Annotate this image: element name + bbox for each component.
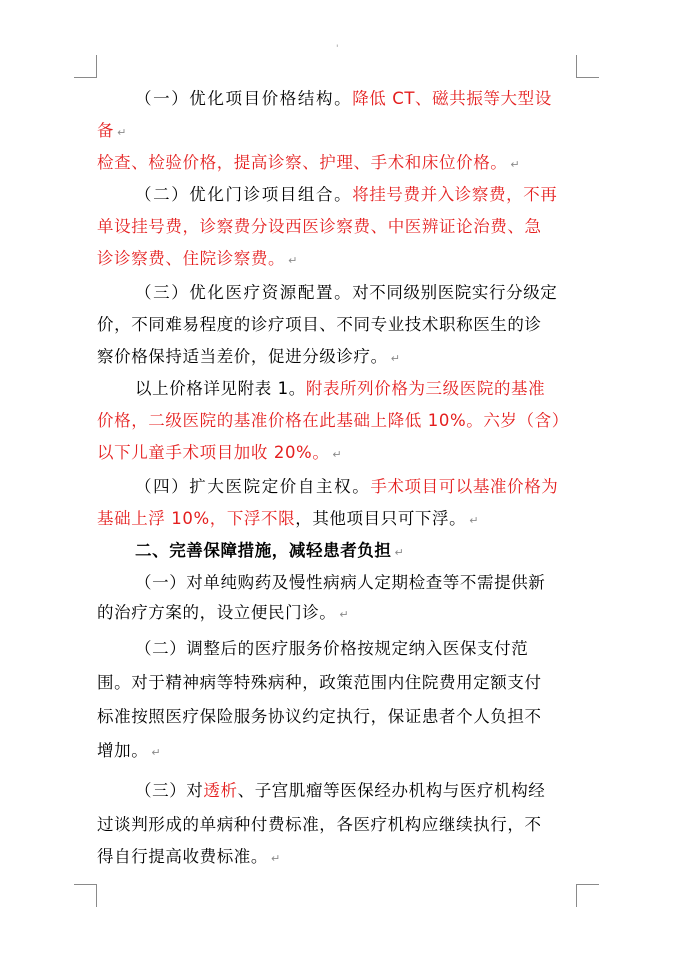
doc-line	[97, 346, 401, 370]
doc-line	[97, 314, 542, 336]
text-segment: ，其他项目只可下浮。	[295, 509, 467, 528]
doc-line	[97, 602, 349, 626]
doc-line	[97, 740, 161, 764]
doc-line	[135, 378, 545, 400]
text-segment: （一）优化项目价格结构。	[135, 89, 353, 108]
paragraph-mark-icon: ↵	[510, 158, 521, 171]
paragraph-mark-icon: ↵	[117, 126, 127, 139]
crop-mark-top-right	[576, 55, 599, 78]
text-segment: 价格，二级医院的基准价格在此基础上降低 10%。六岁（含）	[97, 411, 569, 430]
text-segment: 增加。	[97, 741, 149, 760]
doc-line	[97, 706, 542, 728]
text-segment: 备	[97, 121, 115, 140]
text-segment: （二）优化门诊项目组合。	[135, 185, 353, 204]
doc-line	[97, 120, 127, 144]
text-segment: （二）调整后的医疗服务价格按规定纳入医保支付范	[135, 639, 529, 658]
crop-mark-bottom-right	[576, 884, 599, 907]
text-segment: 诊诊察费、住院诊察费。	[97, 249, 286, 268]
text-segment: （三）优化医疗资源配置。	[135, 283, 353, 302]
doc-line	[135, 184, 557, 206]
text-segment: 二、完善保障措施，减轻患者负担	[135, 541, 392, 560]
paragraph-mark-icon: ↵	[288, 254, 298, 267]
text-segment: 基础上浮 10%，下浮不限	[97, 509, 296, 528]
doc-line	[135, 282, 557, 304]
doc-line	[135, 638, 528, 660]
doc-line	[97, 508, 479, 532]
paragraph-mark-icon: ↵	[339, 608, 350, 621]
text-segment: 、子宫肌瘤等医保经办机构与医疗机构经	[237, 781, 546, 800]
doc-line	[135, 88, 552, 110]
text-segment: 对不同级别医院实行分级定	[352, 283, 558, 302]
text-segment: 检查、检验价格，提高诊察、护理、手术和床位价格。	[97, 153, 508, 172]
doc-line	[135, 572, 545, 594]
doc-line	[97, 410, 569, 432]
crop-mark-top-left	[74, 55, 97, 78]
doc-line	[135, 476, 558, 498]
text-segment: 以下儿童手术项目加收 20%。	[97, 443, 330, 462]
doc-line	[97, 248, 298, 272]
doc-line	[135, 540, 404, 564]
text-segment: （一）对单纯购药及慢性病病人定期检查等不需提供新	[135, 573, 546, 592]
paragraph-mark-icon: ↵	[271, 852, 281, 865]
text-segment: 将挂号费并入诊察费，不再	[352, 185, 558, 204]
paragraph-mark-icon: ↵	[390, 352, 401, 365]
text-segment: 透析	[203, 781, 238, 800]
paragraph-mark-icon: ↵	[332, 448, 343, 461]
text-segment: （三）对	[135, 781, 204, 800]
paragraph-mark-icon: ↵	[469, 514, 480, 527]
text-segment: 以上价格详见附表 1。	[135, 379, 306, 398]
text-segment: 的治疗方案的，设立便民门诊。	[97, 603, 337, 622]
text-segment: 附表所列价格为三级医院的基准	[305, 379, 546, 398]
doc-line	[97, 846, 281, 870]
text-segment: 察价格保持适当差价，促进分级诊疗。	[97, 347, 388, 366]
text-segment: 得自行提高收费标准。	[97, 847, 268, 866]
doc-line	[97, 672, 542, 694]
text-segment: （四）扩大医院定价自主权。	[135, 477, 371, 496]
text-segment: 价，不同难易程度的诊疗项目、不同专业技术职称医生的诊	[97, 315, 542, 334]
doc-line	[97, 442, 342, 466]
text-segment: 围。对于精神病等特殊病种，政策范围内住院费用定额支付	[97, 673, 542, 692]
crop-mark-bottom-left	[74, 884, 97, 907]
doc-line	[97, 152, 520, 176]
doc-line	[135, 780, 545, 802]
doc-line	[97, 216, 542, 238]
paragraph-mark-icon: ↵	[394, 546, 405, 559]
text-segment: 手术项目可以基准价格为	[370, 477, 559, 496]
doc-line	[97, 814, 542, 836]
text-segment: 标准按照医疗保险服务协议约定执行，保证患者个人负担不	[97, 707, 542, 726]
header-mark: '	[336, 44, 339, 54]
paragraph-mark-icon: ↵	[151, 746, 162, 759]
text-segment: 单设挂号费，诊察费分设西医诊察费、中医辨证论治费、急	[97, 217, 542, 236]
text-segment: 过谈判形成的单病种付费标准，各医疗机构应继续执行，不	[97, 815, 542, 834]
text-segment: 降低 CT、磁共振等大型设	[352, 89, 552, 108]
